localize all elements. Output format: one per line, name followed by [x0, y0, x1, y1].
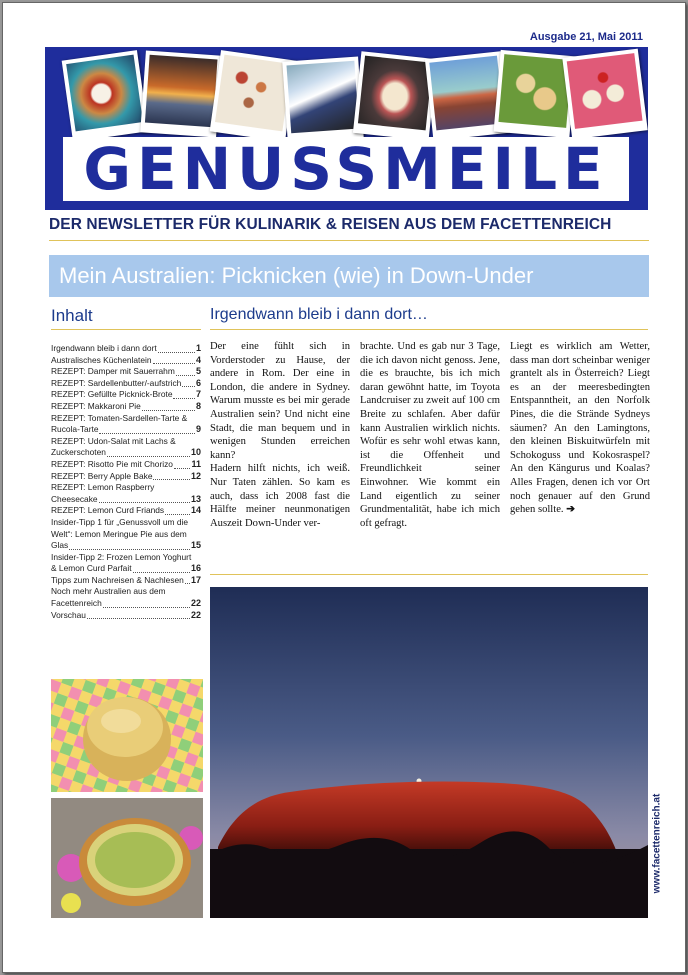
- website-url[interactable]: www.facettenreich.at: [651, 793, 663, 894]
- newsletter-page: [2, 2, 686, 973]
- article-column-1: Der eine fühlt sich in Vorderstoder zu Hause, der andere in Rom. Der eine in London, die andere in Sydney. Warum musste es bei mir gerade Australien sein? Und nicht eine Stadt, die man bequem und in wenigen Stunden erreichen kann? Hadern hilft nichts, ich weiß. Nur Taten zählen. So kam es auch, dass ich 2008 fast die Hälfte meiner neunmonatigen Auszeit Down-Under ver-: [210, 341, 350, 529]
- issue-label: Ausgabe 21, Mai 2011: [529, 31, 643, 43]
- toc-entry[interactable]: REZEPT: Damper mit Sauerrahm 5: [51, 366, 201, 377]
- toc-entry[interactable]: Insider-Tipp 2: Frozen Lemon Yoghurt & Lemon Curd Parfait 16: [51, 551, 201, 574]
- masthead-banner: [45, 47, 648, 210]
- toc-heading: Inhalt: [51, 306, 93, 325]
- table-of-contents: [51, 343, 201, 621]
- photo-muffin: [51, 679, 203, 792]
- toc-entry[interactable]: Australisches Küchenlatein 4: [51, 354, 201, 365]
- divider: [210, 574, 648, 575]
- page-title: Mein Australien: Picknicken (wie) in Down-Under: [59, 263, 534, 288]
- photo-blowhole: [282, 56, 364, 143]
- toc-entry[interactable]: Irgendwann bleib i dann dort 1: [51, 343, 201, 353]
- photo-tart: [353, 51, 437, 140]
- toc-entry[interactable]: Tipps zum Nachreisen & Nachlesen 17: [51, 574, 201, 585]
- toc-entry[interactable]: REZEPT: Udon-Salat mit Lachs & Zuckerschoten 10: [51, 435, 201, 458]
- photo-cream-dish: [62, 50, 149, 142]
- toc-entry[interactable]: REZEPT: Sardellenbutter/-aufstrich 6: [51, 377, 201, 388]
- toc-entry[interactable]: Vorschau 22: [51, 609, 201, 620]
- toc-entry[interactable]: Insider-Tipp 1 für „Genussvoll um die Welt“: Lemon Meringue Pie aus dem Glas 15: [51, 516, 201, 551]
- logo: [63, 137, 629, 201]
- toc-entry[interactable]: REZEPT: Lemon Curd Friands 14: [51, 505, 201, 516]
- article-heading: Irgendwann bleib i dann dort…: [210, 306, 428, 323]
- toc-entry[interactable]: REZEPT: Gefüllte Picknick-Brote 7: [51, 389, 201, 400]
- toc-entry[interactable]: Noch mehr Australien aus dem Facettenreich 22: [51, 586, 201, 609]
- photo-uluru: [210, 587, 648, 918]
- continue-arrow-icon[interactable]: ➔: [566, 504, 576, 516]
- toc-entry[interactable]: REZEPT: Risotto Pie mit Chorizo 11: [51, 458, 201, 469]
- photo-berries-dessert: [562, 49, 647, 140]
- logo-text: GENUSSMEILE: [83, 135, 609, 203]
- article-column-3: Liegt es wirklich am Wetter, dass man dort scheinbar weniger grantelt als in Österreich? Liegt es an der meeresbedingten Entspanntheit, an den Norfolk Pines, die die Strände Sydneys säumen? An den Lamingtons, den kleinen Biskuitwürfeln mit Schokoguss und Kokosraspel? An den Kängurus und Koalas? Alles Fragen, denen ich vor Ort noch genauer auf den Grund gehen sollte. ➔: [510, 341, 650, 516]
- toc-entry[interactable]: REZEPT: Tomaten-Sardellen-Tarte & Rucola-Tarte 9: [51, 412, 201, 435]
- toc-entry[interactable]: REZEPT: Makkaroni Pie 8: [51, 400, 201, 411]
- divider: [51, 329, 201, 330]
- toc-entry[interactable]: REZEPT: Berry Apple Bake 12: [51, 470, 201, 481]
- article-column-2: brachte. Und es gab nur 3 Tage, die ich davon nicht genoss. Jene, die es brauchte, bis ich mich daran gewöhnt hatte, im Toyota Landcruiser zu zweit auf 100 cm Breite zu schlafen. Aber dafür kann Australien wirklich nichts. Wofür es sehr wohl etwas kann, ist die Offenheit und Freundlichkeit seiner Einwohner. Wie kommt ein Land eigentlich zu seiner Grundmentalität, habe ich mich oft gefragt.: [360, 341, 500, 529]
- divider: [210, 329, 648, 330]
- tagline: DER NEWSLETTER FÜR KULINARIK & REISEN AUS DEM FACETTENREICH: [49, 216, 612, 233]
- title-bar: [49, 255, 649, 297]
- article-body: [210, 340, 650, 530]
- toc-entry[interactable]: REZEPT: Lemon Raspberry Cheesecake 13: [51, 482, 201, 504]
- photo-quiche: [51, 798, 203, 918]
- divider: [49, 240, 649, 241]
